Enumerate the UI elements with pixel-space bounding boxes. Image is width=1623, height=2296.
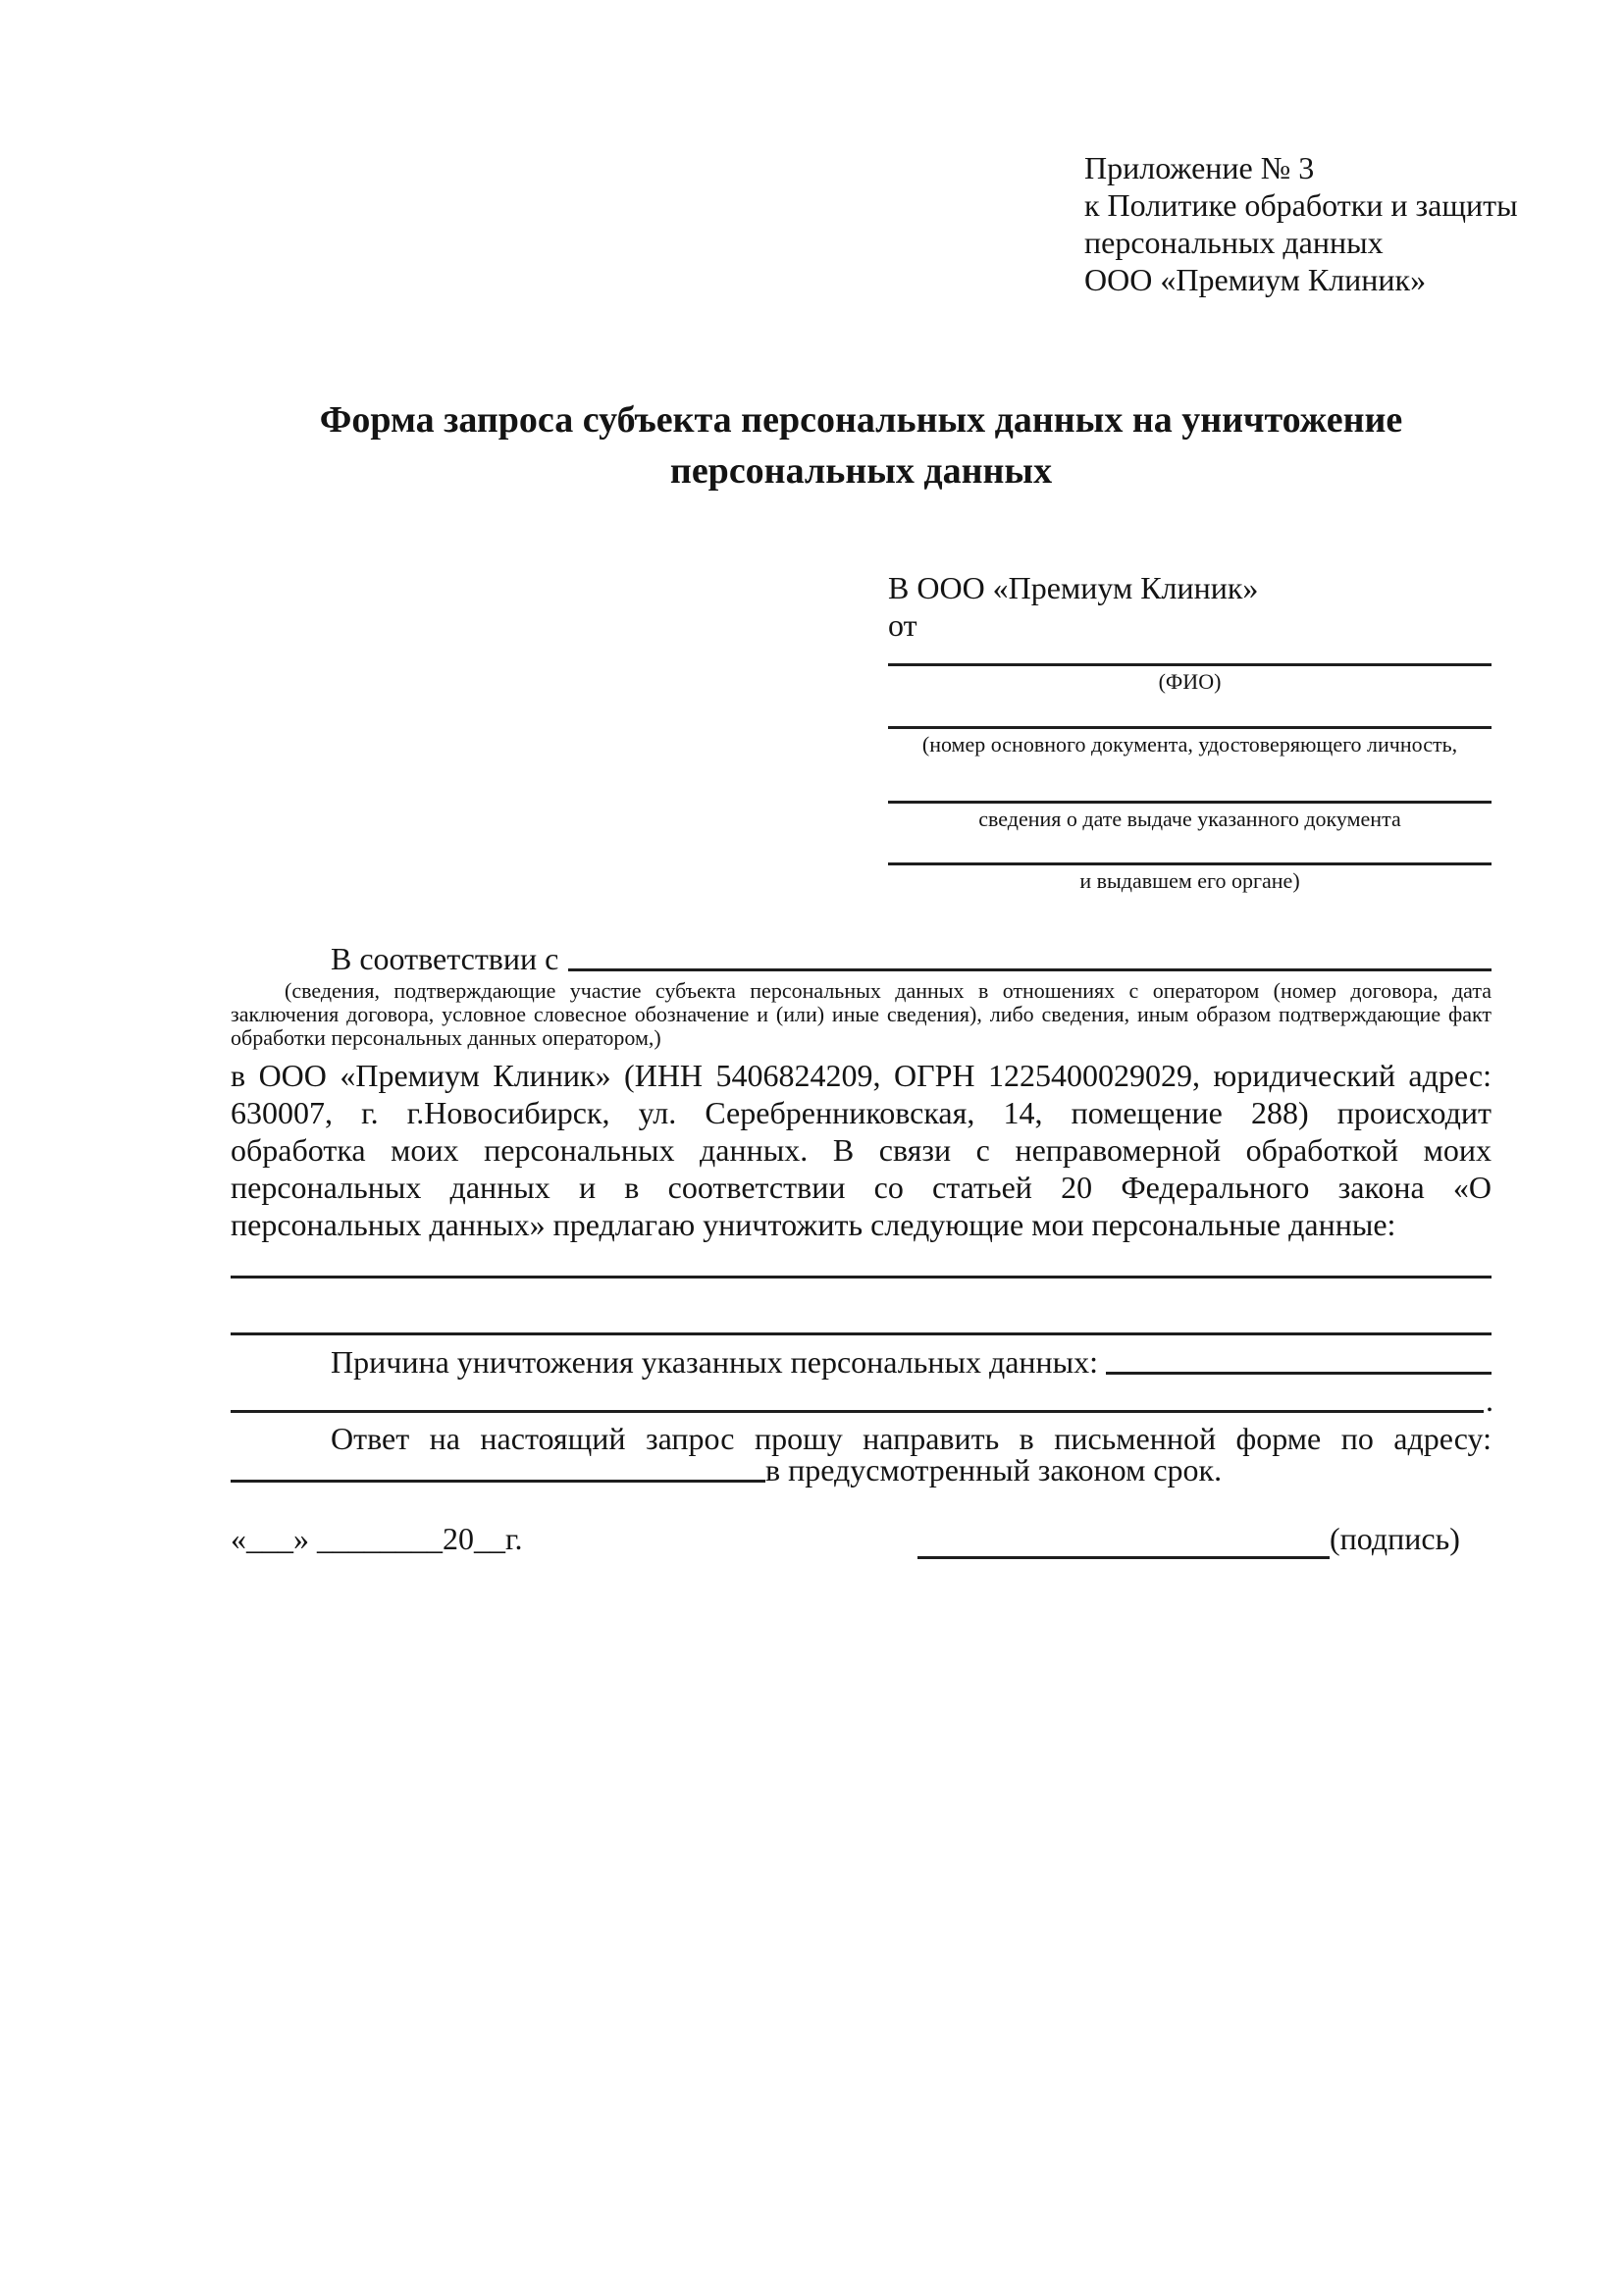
recipient-from-label: от xyxy=(888,607,917,643)
reason-blank-line-2 xyxy=(231,1410,1484,1413)
fio-caption: (ФИО) xyxy=(1158,669,1222,694)
response-line1: Ответ на настоящий запрос прошу направить в письменной форме по адресу: xyxy=(331,1421,1492,1456)
accordance-blank-line xyxy=(568,968,1492,971)
doc-issuer-blank-line xyxy=(888,862,1492,865)
response-row2 xyxy=(231,1451,1492,1488)
page-title-line: Форма запроса субъекта персональных данных на уничтожение xyxy=(319,399,1403,441)
data-blank-line-2 xyxy=(231,1332,1492,1335)
reason-period: . xyxy=(1486,1383,1493,1418)
appendix-line: Приложение № 3 xyxy=(1084,150,1315,185)
main-paragraph-line: персональных данных» предлагаю уничтожить следующие мои персональные данные: xyxy=(231,1207,1396,1242)
signature-blank-line xyxy=(917,1556,1330,1559)
main-paragraph-line: обработка моих персональных данных. В связи с неправомерной обработкой моих xyxy=(231,1132,1492,1168)
reason-row xyxy=(231,1343,1492,1381)
recipient-block xyxy=(888,569,1258,644)
reason-blank-line xyxy=(1106,1372,1492,1375)
reason-label: Причина уничтожения указанных персональных данных: xyxy=(331,1344,1099,1380)
main-paragraph-line: 630007, г. г.Новосибирск, ул. Серебренниковская, 14, помещение 288) происходит xyxy=(231,1095,1492,1130)
doc-number-caption: (номер основного документа, удостоверяющего личность, xyxy=(921,732,1458,757)
page-title xyxy=(231,394,1492,496)
doc-issue-date-caption: сведения о дате выдаче указанного документа xyxy=(978,807,1401,831)
address-blank-line xyxy=(231,1480,765,1483)
signature-caption: (подпись) xyxy=(1330,1521,1460,1556)
page-title-line: персональных данных xyxy=(669,450,1053,492)
accordance-row xyxy=(231,940,1492,977)
main-paragraph-line: персональных данных и в соответствии со статьей 20 Федерального закона «О xyxy=(231,1170,1492,1205)
date-field: «___» ________20__г. xyxy=(231,1521,523,1556)
response-line2-text: в предусмотренный законом срок. xyxy=(765,1452,1223,1487)
recipient-to: В ООО «Премиум Клиник» xyxy=(888,570,1259,605)
doc-issuer-caption: и выдавшем его органе) xyxy=(1079,868,1300,893)
fio-blank-line xyxy=(888,663,1492,666)
data-blank-line-1 xyxy=(231,1276,1492,1278)
appendix-line: персональных данных xyxy=(1084,225,1384,260)
doc-issue-date-blank-line xyxy=(888,801,1492,804)
main-paragraph xyxy=(231,1057,1492,1243)
main-paragraph-line: в ООО «Премиум Клиник» (ИНН 5406824209, ОГРН 1225400029029, юридический адрес: xyxy=(231,1058,1492,1093)
accordance-note: (сведения, подтверждающие участие субъекта персональных данных в отношениях с оператором (номер договора, дата заключения договора, условное словесное обозначение и (или) иные сведения), либо сведения, иным образом подтверждающие факт обработки персональных данных оператором,) xyxy=(231,978,1492,1050)
appendix-header xyxy=(1084,149,1518,298)
accordance-label: В соответствии с xyxy=(331,941,559,976)
appendix-line: ООО «Премиум Клиник» xyxy=(1084,262,1427,297)
doc-number-blank-line xyxy=(888,726,1492,729)
appendix-line: к Политике обработки и защиты xyxy=(1084,187,1518,223)
